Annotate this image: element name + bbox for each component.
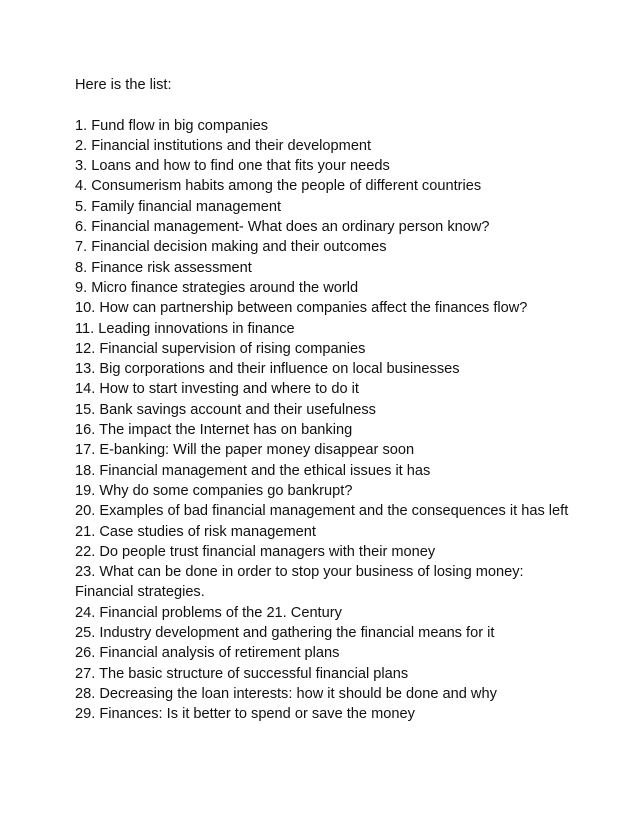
document-body (75, 75, 575, 725)
list-item: 1. Fund flow in big companies (75, 117, 269, 134)
list-item: 5. Family financial management (75, 198, 282, 215)
list-item: 16. The impact the Internet has on banking (75, 422, 353, 439)
list-item: 26. Financial analysis of retirement plans (75, 645, 340, 662)
list-intro: Here is the list: (75, 77, 172, 93)
list-item: 21. Case studies of risk management (75, 523, 316, 540)
list-item: 6. Financial management- What does an ordinary person know? (75, 219, 490, 236)
list-item: 11. Leading innovations in finance (75, 320, 295, 337)
list-item: 15. Bank savings account and their usefulness (75, 401, 376, 418)
list-item: 29. Finances: Is it better to spend or save the money (75, 706, 415, 723)
list-item: 17. E-banking: Will the paper money disappear soon (75, 442, 415, 459)
list-item: 12. Financial supervision of rising companies (75, 340, 366, 357)
list-item: 2. Financial institutions and their development (75, 137, 372, 154)
list-item: 7. Financial decision making and their outcomes (75, 239, 387, 256)
list-item: 23. What can be done in order to stop your business of losing money: Financial strategies. (75, 564, 524, 601)
list-item: 22. Do people trust financial managers with their money (75, 543, 436, 560)
list-item: 28. Decreasing the loan interests: how it should be done and why (75, 685, 497, 702)
list-item: 4. Consumerism habits among the people of different countries (75, 178, 482, 195)
list-item: 18. Financial management and the ethical issues it has (75, 462, 431, 479)
list-item: 14. How to start investing and where to do it (75, 381, 359, 398)
list-item: 13. Big corporations and their influence on local businesses (75, 361, 460, 378)
list-item: 20. Examples of bad financial management and the consequences it has left (75, 503, 569, 520)
list-item: 19. Why do some companies go bankrupt? (75, 482, 353, 499)
list-item: 24. Financial problems of the 21. Century (75, 604, 342, 621)
list-item: 27. The basic structure of successful financial plans (75, 665, 409, 682)
list-item: 10. How can partnership between companies affect the finances flow? (75, 300, 528, 317)
list-item: 25. Industry development and gathering the financial means for it (75, 625, 495, 642)
list-item: 3. Loans and how to find one that fits your needs (75, 158, 390, 175)
topic-list (75, 116, 575, 725)
list-item: 8. Finance risk assessment (75, 259, 252, 276)
list-item: 9. Micro finance strategies around the world (75, 279, 359, 296)
